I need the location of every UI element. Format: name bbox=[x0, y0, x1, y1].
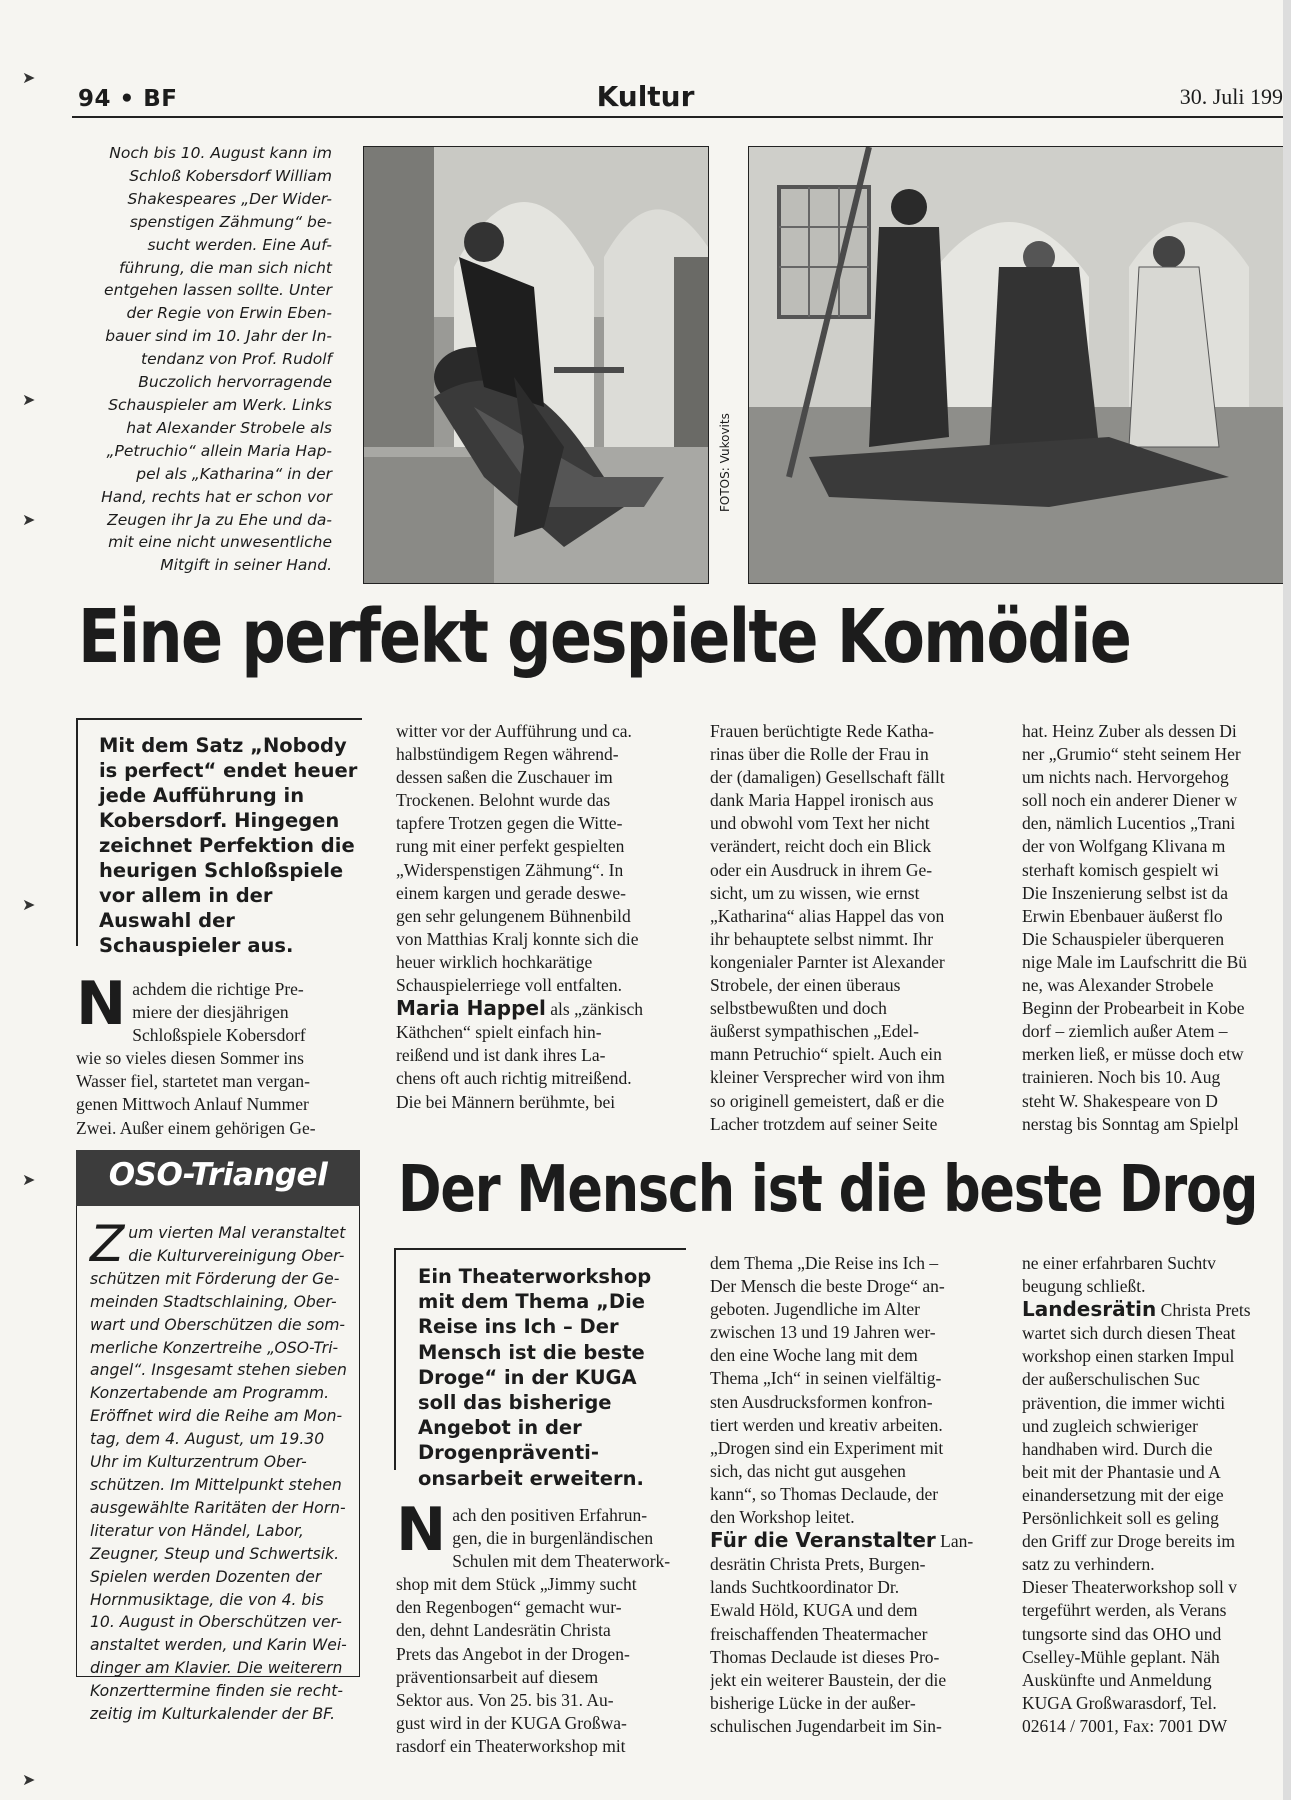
column-text: Christa Prets wartet sich durch diesen Theat workshop einen starken Impul der außerschulischen Suc prävention, die immer wichti und zugleich schwieriger handhaben wird. Durch die beit mit der Phantasie und A einandersetzung mit der eige Persönlichkeit soll es geling den Griff zur Droge bereits im satz zu verhindern. Dieser Theaterworkshop soll v tergeführt werden, als Verans tungsorte sind das OHO und Cselley-Mühle geplant. Näh Auskünfte und Anmeldung KUGA Großwarasdorf, Tel. 02614 / 7001, Fax: 7001 DW bbox=[1022, 1300, 1251, 1736]
article-column-1 bbox=[76, 978, 364, 1143]
article-lead: Mit dem Satz „Nobody is perfect“ endet heuer jede Aufführung in Kobersdorf. Hingegen zeichnet Perfektion die heurigen Schloßspiele vor allem in der Auswahl der Schauspieler aus. bbox=[99, 734, 358, 957]
column-text: Lan- desrätin Christa Prets, Burgen- lands Suchtkoordinator Dr. Ewald Höld, KUGA und dem freischaffenden Theatermacher Thomas Declaude ist dieses Pro- jekt ein weiterer Baustein, der die bisherige Lücke in der außer- schulischen Jugendarbeit im Sin- bbox=[710, 1531, 974, 1736]
column-text: Frauen berüchtigte Rede Katha- rinas über die Rolle der Frau in der (damaligen) Gesellschaft fällt dank Maria Happel ironisch aus und obwohl vom Text her nicht verändert, reicht doch ein Blick oder ein Ausdruck in ihrem Ge- sicht, um zu wissen, wie ernst „Katharina“ alias Happel das von ihr behauptete selbst nimmt. Ihr kongenialer Parnter ist Alexander Strobele, der einen überaus selbstbewußten und doch äußerst sympathischen „Edel- mann Petruchio“ spielt. Auch ein kleiner Versprecher wird von ihm so originell gemeistert, daß er die Lacher trotzdem auf seiner Seite bbox=[710, 721, 945, 1134]
article-column-3 bbox=[1022, 1252, 1284, 1779]
sidebar-title-bar bbox=[76, 1150, 360, 1206]
section-title: Kultur bbox=[596, 80, 695, 113]
stage-photo-right bbox=[748, 146, 1291, 584]
article-column-2 bbox=[396, 720, 684, 1140]
header-rule bbox=[72, 116, 1291, 118]
article-lead: Ein Theaterworkshop mit dem Thema „Die Reise ins Ich – Der Mensch ist die beste Droge“ in der KUGA soll das bisherige Angebot in der Drogenpräventi-onsarbeit erweitern. bbox=[418, 1265, 652, 1490]
margin-mark: ➤ bbox=[22, 1170, 36, 1189]
column-text: achdem die richtige Pre- miere der diesjährigen Schloßspiele Kobersdorf wie so vieles diesen Sommer ins Wasser fiel, startetet man vergan- genen Mittwoch Anlauf Nummer Zwei. Außer einem gehörigen Ge- bbox=[76, 979, 316, 1138]
margin-mark: ➤ bbox=[22, 390, 36, 409]
page-number: 94 • BF bbox=[78, 86, 178, 112]
article-column-3 bbox=[710, 720, 994, 1140]
photo-credit: FOTOS: Vukovits bbox=[718, 413, 732, 512]
column-text: hat. Heinz Zuber als dessen Di ner „Grumio“ steht seinem Her um nichts nach. Hervorgehog soll noch ein anderer Diener w den, nämlich Lucentios „Trani der von Wolfgang Klivana m sterhaft komisch gespielt wi Die Inszenierung selbst ist da Erwin Ebenbauer äußerst flo Die Schauspieler überqueren nige Male im Laufschritt die Bü ne, was Alexander Strobele Beginn der Probearbeit in Kobe dorf – ziemlich außer Atem – merken ließ, er müsse doch etw trainieren. Noch bis 10. Aug steht W. Shakespeare von D nerstag bis Sonntag am Spielpl bbox=[1022, 721, 1248, 1134]
column-text: als „zänkisch Käthchen“ spielt einfach hin- reißend und ist dank ihres La- chens oft auch richtig mitreißend. Die bei Männern berühmte, bei bbox=[396, 999, 644, 1112]
sidebar-text bbox=[90, 1215, 348, 1726]
column-text: witter vor der Aufführung und ca. halbstündigem Regen während- dessen saßen die Zuschauer im Trockenen. Belohnt wurde das tapfere Trotzen gegen die Witte- rung mit einer perfekt gespielten „Widerspenstigen Zähmung“. In einem kargen und gerade deswe- gen sehr gelungenem Bühnenbild von Matthias Kralj konnte sich die heuer wirklich hochkarätige Schauspielerriege voll entfalten. bbox=[396, 721, 639, 996]
drop-cap: N bbox=[396, 1504, 447, 1565]
sidebar-body: um vierten Mal veranstaltet die Kulturvereinigung Ober- schützen mit Förderung der Ge- meinden Stadtschlaining, Ober- wart und Oberschützen die som- merliche Konzertreihe „OSO-Tri- angel“. Insgesamt stehen sieben Konzertabende am Programm. Eröffnet wird die Reihe am Mon- tag, dem 4. August, um 19.30 Uhr im Kulturzentrum Ober- schützen. Im Mittelpunkt stehen ausgewählte Raritäten der Horn- literatur von Händel, Labor, Zeugner, Steup und Schwertsik. Spielen werden Dozenten der Hornmusiktage, die von 4. bis 10. August in Oberschützen ver- anstaltet werden, und Karin Wei- dinger am Klavier. Die weiterern Konzerttermine finden sie recht- zeitig im Kulturkalender der BF. bbox=[90, 1224, 347, 1724]
issue-date: 30. Juli 199 bbox=[1179, 84, 1283, 109]
margin-mark: ➤ bbox=[22, 68, 36, 87]
article-column-1 bbox=[396, 1504, 682, 1779]
drop-cap: N bbox=[76, 978, 127, 1039]
margin-mark: ➤ bbox=[22, 895, 36, 914]
article-headline: Der Mensch ist die beste Drog bbox=[398, 1153, 1258, 1227]
sidebar-title: OSO-Triangel bbox=[108, 1157, 328, 1193]
margin-mark: ➤ bbox=[22, 510, 36, 529]
column-subhead: Für die Veranstalter bbox=[710, 1528, 936, 1553]
stage-photo-left bbox=[363, 146, 709, 584]
column-subhead: Landesrätin bbox=[1022, 1297, 1157, 1322]
column-text: dem Thema „Die Reise ins Ich – Der Mensch die beste Droge“ an- geboten. Jugendliche im Alter zwischen 13 und 19 Jahren wer- den eine Woche lang mit dem Thema „Ich“ in seinen vielfältig- sten Ausdrucksformen konfron- tiert werden und kreativ arbeiten. „Drogen sind ein Experiment mit sich, das nicht gut ausgehen kann“, so Thomas Declaude, der den Workshop leitet. bbox=[710, 1253, 945, 1528]
drop-cap: Z bbox=[90, 1215, 125, 1273]
margin-mark: ➤ bbox=[22, 1770, 36, 1789]
column-text: ne einer erfahrbaren Suchtv beugung schließt. bbox=[1022, 1253, 1216, 1297]
column-text: ach den positiven Erfahrun- gen, die in burgenländischen Schulen mit dem Theaterwork- shop mit dem Stück „Jimmy sucht den Regenbogen“ gemacht wur- den, dehnt Landesrätin Christa Prets das Angebot in der Drogen- präventionsarbeit auf diesem Sektor aus. Von 25. bis 31. Au- gust wird in der KUGA Großwa- rasdorf ein Theaterworkshop mit bbox=[396, 1505, 671, 1756]
article-headline: Eine perfekt gespielte Komödie bbox=[78, 594, 1131, 680]
article-column-2 bbox=[710, 1252, 992, 1779]
column-subhead: Maria Happel bbox=[396, 996, 546, 1021]
page-edge bbox=[1283, 0, 1291, 1800]
article-column-4 bbox=[1022, 720, 1284, 1140]
photo-caption: Noch bis 10. August kann im Schloß Kobersdorf William Shakespeares „Der Wider- spenstigen Zähmung“ be- sucht werden. Eine Auf- führung, die man sich nicht entgehen lassen sollte. Unter der Regie von Erwin Eben- bauer sind im 10. Jahr der In- tendanz von Prof. Rudolf Buczolich hervorragende Schauspieler am Werk. Links hat Alexander Strobele als „Petruchio“ allein Maria Hap- pel als „Katharina“ in der Hand, rechts hat er schon vor Zeugen ihr Ja zu Ehe und da- mit eine nicht unwesentliche Mitgift in seiner Hand. bbox=[101, 144, 332, 575]
